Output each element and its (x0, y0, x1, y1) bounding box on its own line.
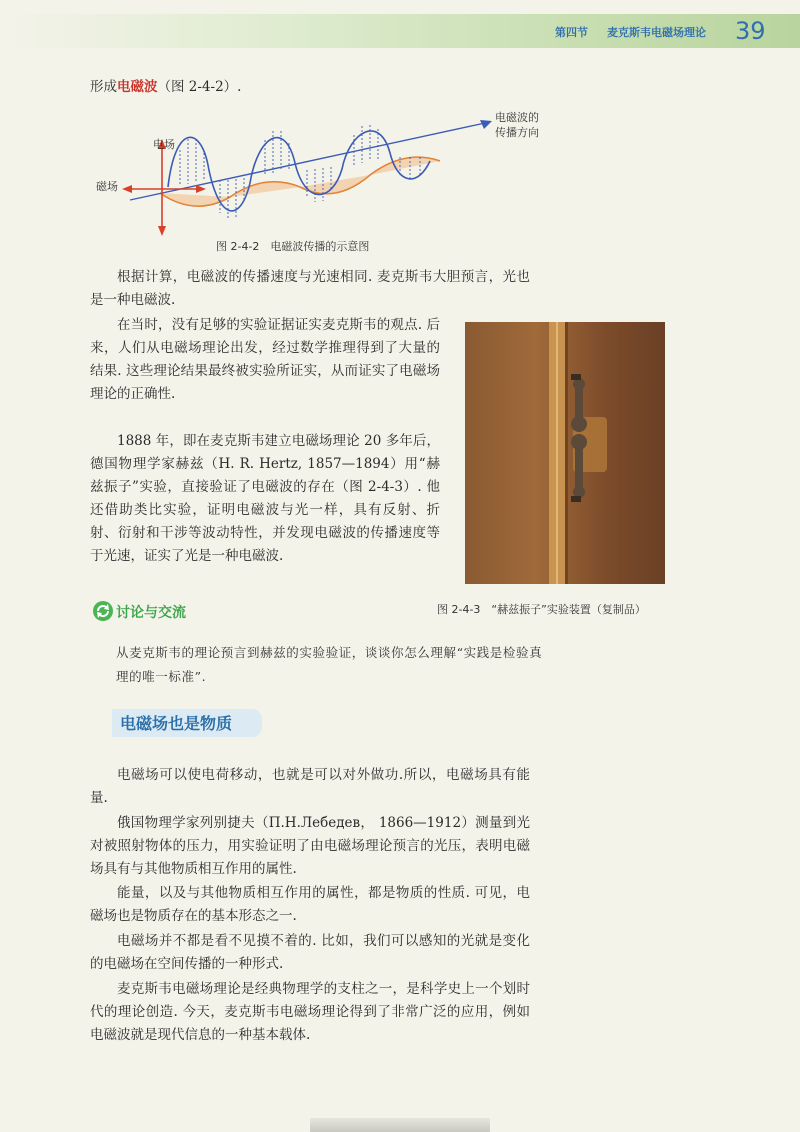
section-heading: 电磁场也是物质 (120, 714, 233, 733)
label-direction-line1: 电磁波的 (495, 111, 539, 124)
section2-paragraph-1: 电磁场可以使电荷移动，也就是可以对外做功.所以，电磁场具有能量. (90, 767, 530, 806)
section2-paragraph-2: 俄国物理学家列别捷夫（П.Н.Лебедев， 1866—1912）测量到光对被照射物体的压力，用实验证明了由电磁场理论预言的光压，表明电磁场具有与其他物质相互作用的属性. (90, 815, 530, 877)
paragraph-3: 1888 年，即在麦克斯韦建立电磁场理论 20 多年后，德国物理学家赫兹（H. R. Hertz, 1857—1894）用“赫兹振子”实验，直接验证了电磁波的存在（图 2-4-3）. 他还借助类比实验，证明电磁波与光一样，具有反射、折射、衍射和干涉等波动特性，并发现电磁波的传播速度等于光速，证实了光是一种电磁波. (90, 433, 440, 564)
figure-243-caption: 图 2-4-3 “赫兹振子”实验装置（复制品） (437, 603, 646, 616)
magnetic-axis-arrow-left (122, 185, 132, 193)
em-wave-diagram (100, 105, 500, 240)
intro-term: 电磁波 (117, 79, 158, 95)
header-section-label: 第四节 (555, 26, 588, 39)
intro-suffix: （图 2-4-2）. (157, 79, 242, 95)
section2-paragraph-5: 麦克斯韦电磁场理论是经典物理学的支柱之一，是科学史上一个划时代的理论创造. 今天，麦克斯韦电磁场理论得到了非常广泛的应用，例如电磁波就是现代信息的一种基本载体. (90, 981, 530, 1043)
section2-paragraph-4: 电磁场并不都是看不见摸不着的. 比如，我们可以感知的光就是变化的电磁场在空间传播的一种形式. (90, 933, 530, 972)
paragraph-2: 在当时，没有足够的实验证据证实麦克斯韦的观点. 后来，人们从电磁场理论出发，经过数学推理得到了大量的结果. 这些理论结果最终被实验所证实，从而证实了电磁场理论的正确性. (90, 317, 440, 402)
magnetic-wave-fill (160, 157, 440, 206)
discussion-text: 从麦克斯韦的理论预言到赫兹的实验验证，谈谈你怎么理解“实践是检验真理的唯一标准”. (116, 645, 543, 684)
intro-line (90, 76, 390, 99)
page-number: 39 (735, 17, 766, 45)
section2-paragraph-3: 能量，以及与其他物质相互作用的属性，都是物质的性质. 可见，电磁场也是物质存在的基本形态之一. (90, 885, 530, 924)
magnetic-axis-arrow-right (196, 185, 206, 193)
label-direction-line2: 传播方向 (495, 126, 539, 139)
hertz-oscillator-photo (465, 322, 665, 584)
label-magnetic-field: 磁场 (96, 180, 118, 193)
discussion-title: 讨论与交流 (116, 605, 186, 621)
discussion-recycle-icon (92, 600, 114, 622)
page-footer-tab (310, 1118, 490, 1132)
header-chapter-title: 麦克斯韦电磁场理论 (607, 26, 706, 39)
hertz-oscillator-illustration (465, 322, 665, 584)
electric-axis-arrow-down (158, 226, 166, 236)
paragraph-1: 根据计算，电磁波的传播速度与光速相同. 麦克斯韦大胆预言，光也是一种电磁波. (90, 269, 530, 308)
label-electric-field: 电场 (153, 138, 175, 151)
intro-prefix: 形成 (90, 79, 117, 95)
figure-242-caption: 图 2-4-2 电磁波传播的示意图 (216, 240, 370, 253)
propagation-arrowhead (480, 120, 492, 129)
